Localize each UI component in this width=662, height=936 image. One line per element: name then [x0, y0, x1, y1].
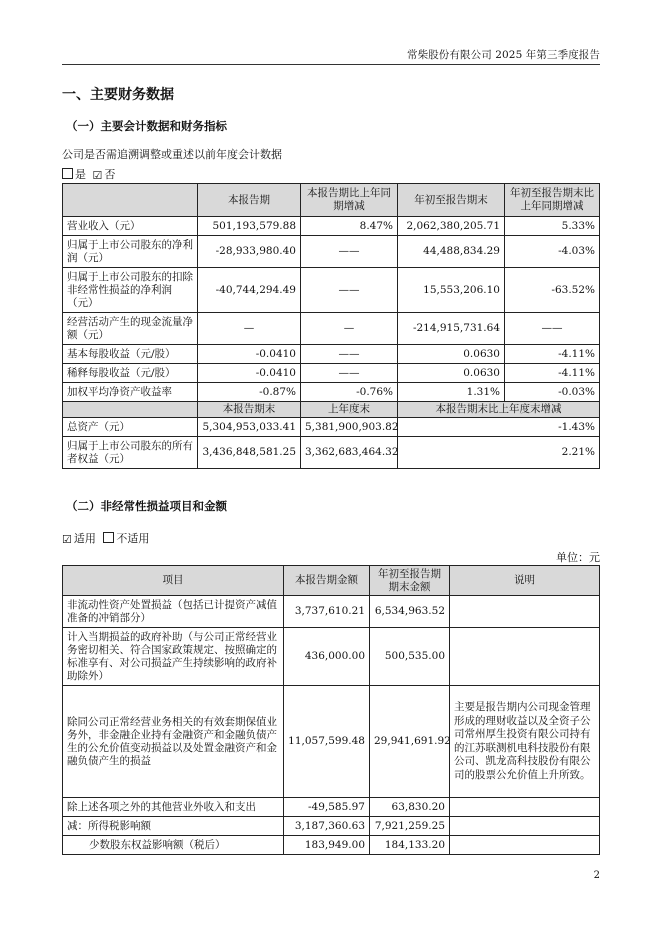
table-cell: 归属于上市公司股东的所有者权益（元）	[63, 437, 198, 469]
table-row	[63, 268, 600, 313]
table-header-cell: 本报告期金额	[284, 566, 370, 596]
table-cell: 29,941,691.92	[370, 686, 450, 798]
table-cell: 44,488,834.29	[398, 236, 505, 268]
table-cell: 计入当期损益的政府补助（与公司正常经营业务密切相关、符合国家政策规定、按照确定的标准享有、对公司损益产生持续影响的政府补助除外）	[63, 628, 284, 686]
table-row	[63, 236, 600, 268]
table-cell: 经营活动产生的现金流量净额（元）	[63, 313, 198, 345]
table-cell	[450, 596, 600, 628]
table-cell: 2,062,380,205.71	[398, 217, 505, 236]
table-row	[63, 217, 600, 236]
table-cell: 7,921,259.25	[370, 817, 450, 836]
table-row	[63, 383, 600, 402]
table-cell: -0.87%	[198, 383, 301, 402]
unit-label: 单位：元	[556, 551, 600, 564]
table-cell: 63,830.20	[370, 798, 450, 817]
table-cell: 3,737,610.21	[284, 596, 370, 628]
table-cell: 501,193,579.88	[198, 217, 301, 236]
apply-checkbox-checked: ☑	[62, 533, 72, 546]
table-header-cell: 说明	[450, 566, 600, 596]
table-cell: 3,362,683,464.32	[301, 437, 398, 469]
table-cell: 3,187,360.63	[284, 817, 370, 836]
table-cell: 基本每股收益（元/股）	[63, 345, 198, 364]
table-cell: ——	[301, 268, 398, 313]
page-header: 常柴股份有限公司 2025 年第三季度报告	[407, 49, 600, 61]
applicable-options	[62, 530, 149, 546]
table-cell: -4.03%	[505, 236, 600, 268]
table-row	[63, 836, 600, 855]
table-cell: 营业收入（元）	[63, 217, 198, 236]
table-row	[63, 418, 600, 437]
page-number: 2	[593, 870, 600, 881]
table-cell: ——	[301, 364, 398, 383]
header-rule	[62, 64, 600, 65]
no-checkbox-checked: ☑	[92, 169, 103, 182]
table-row	[63, 628, 600, 686]
table-cell: -63.52%	[505, 268, 600, 313]
table-cell: 除上述各项之外的其他营业外收入和支出	[63, 798, 284, 817]
subsection-title-2: （二）非经常性损益项目和金额	[66, 499, 227, 513]
table-cell: 归属于上市公司股东的净利润（元）	[63, 236, 198, 268]
table-cell: -4.11%	[505, 364, 600, 383]
no-label: 否	[104, 168, 116, 181]
apply-label: 适用	[73, 532, 96, 545]
table-header-row	[63, 184, 600, 217]
table-cell: 0.0630	[398, 345, 505, 364]
table-cell: 6,534,963.52	[370, 596, 450, 628]
table-cell: —	[301, 313, 398, 345]
table-row	[63, 345, 600, 364]
table-cell: -0.76%	[301, 383, 398, 402]
table-cell: -0.03%	[505, 383, 600, 402]
table-cell: 500,535.00	[370, 628, 450, 686]
table-cell: 11,057,599.48	[284, 686, 370, 798]
table-cell	[450, 628, 600, 686]
table-cell: ——	[505, 313, 600, 345]
table-cell	[450, 798, 600, 817]
table-cell: 非流动性资产处置损益（包括已计提资产减值准备的冲销部分）	[63, 596, 284, 628]
table-cell	[450, 836, 600, 855]
table-cell: 除同公司正常经营业务相关的有效套期保值业务外，非金融企业持有金融资产和金融负债产生的公允价值变动损益以及处置金融资产和金融负债产生的损益	[63, 686, 284, 798]
table-cell: -49,585.97	[284, 798, 370, 817]
table-cell: 5.33%	[505, 217, 600, 236]
table-row	[63, 596, 600, 628]
table-header-cell: 项目	[63, 566, 284, 596]
table-header-row	[63, 566, 600, 596]
table-cell: 0.0630	[398, 364, 505, 383]
table-cell: 15,553,206.10	[398, 268, 505, 313]
table-cell: -0.0410	[198, 345, 301, 364]
table-header-cell: 本报告期	[198, 184, 301, 217]
table-header-cell: 年初至报告期期末金额	[370, 566, 450, 596]
table-cell	[450, 817, 600, 836]
table-row	[63, 313, 600, 345]
table-cell: -4.11%	[505, 345, 600, 364]
table-cell: 稀释每股收益（元/股）	[63, 364, 198, 383]
table-row	[63, 817, 600, 836]
table-cell: 1.31%	[398, 383, 505, 402]
table-cell: ——	[301, 236, 398, 268]
table-cell: -28,933,980.40	[198, 236, 301, 268]
table-cell: -0.0410	[198, 364, 301, 383]
table-cell: 3,436,848,581.25	[198, 437, 301, 469]
table-cell: —	[198, 313, 301, 345]
section-title: 一、主要财务数据	[62, 87, 174, 103]
table-cell: 436,000.00	[284, 628, 370, 686]
table-header-cell: 上年度末	[301, 402, 398, 418]
table-cell: 归属于上市公司股东的扣除非经常性损益的净利润（元）	[63, 268, 198, 313]
table-cell: 5,304,953,033.41	[198, 418, 301, 437]
table-row	[63, 364, 600, 383]
table-cell: 少数股东权益影响额（税后）	[63, 836, 284, 855]
non-recurring-table	[62, 565, 600, 855]
table-header-cell: 本报告期末	[198, 402, 301, 418]
restatement-question: 公司是否需追溯调整或重述以前年度会计数据	[62, 148, 282, 161]
table-cell: -1.43%	[398, 418, 600, 437]
table-cell: 减：所得税影响额	[63, 817, 284, 836]
na-checkbox	[103, 532, 114, 543]
na-label: 不适用	[116, 532, 150, 545]
table-cell: -214,915,731.64	[398, 313, 505, 345]
restatement-options	[62, 166, 115, 182]
table-header-cell	[63, 184, 198, 217]
table-header-cell	[63, 402, 198, 418]
yes-label: 是	[75, 168, 86, 181]
table-cell: 184,133.20	[370, 836, 450, 855]
table-cell: 加权平均净资产收益率	[63, 383, 198, 402]
table-header-cell: 本报告期末比上年度末增减	[398, 402, 600, 418]
table-cell: 8.47%	[301, 217, 398, 236]
table-cell: ——	[301, 345, 398, 364]
table-row	[63, 686, 600, 798]
yes-checkbox	[62, 168, 73, 179]
table-row	[63, 798, 600, 817]
table-row	[63, 437, 600, 469]
table-cell: 2.21%	[398, 437, 600, 469]
table-cell: 主要是报告期内公司现金管理形成的理财收益以及全资子公司常州厚生投资有限公司持有的江苏联测机电科技股份有限公司、凯龙高科技股份有限公司的股票公允价值上升所致。	[450, 686, 600, 798]
subsection-title-1: （一）主要会计数据和财务指标	[66, 119, 227, 133]
table-cell: 总资产（元）	[63, 418, 198, 437]
table-header-cell: 本报告期比上年同期增减	[301, 184, 398, 217]
table-cell: -40,744,294.49	[198, 268, 301, 313]
table-cell: 5,381,900,903.82	[301, 418, 398, 437]
key-financial-table	[62, 183, 600, 469]
table-header-cell: 年初至报告期末比上年同期增减	[505, 184, 600, 217]
table-header-row	[63, 402, 600, 418]
table-cell: 183,949.00	[284, 836, 370, 855]
table-header-cell: 年初至报告期末	[398, 184, 505, 217]
